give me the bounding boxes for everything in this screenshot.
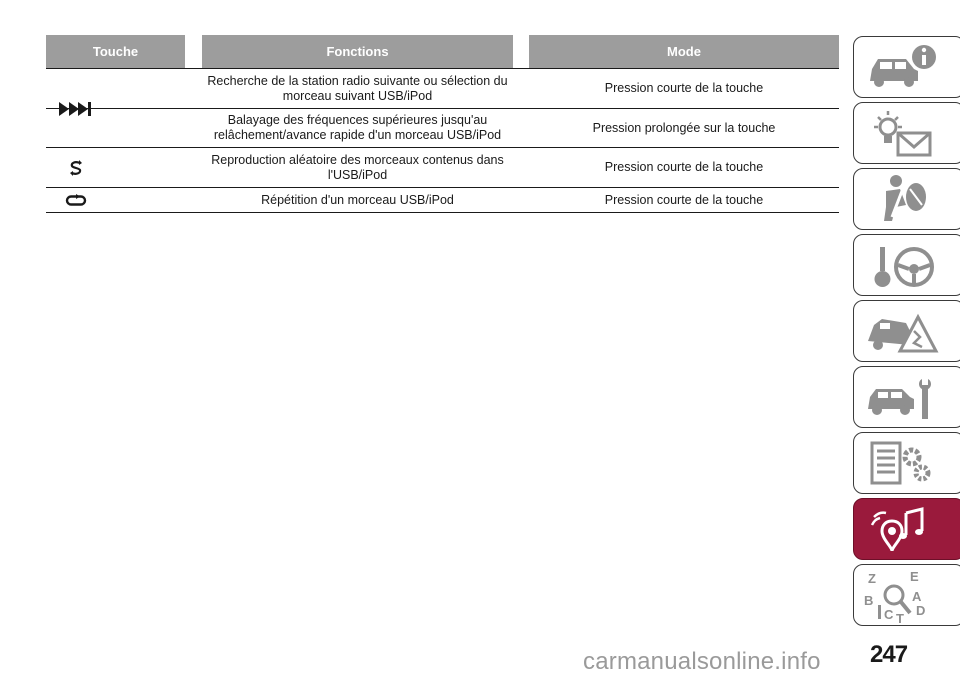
car-wrench-icon (862, 371, 942, 425)
page-number: 247 (870, 641, 908, 668)
key-steering-wheel-icon (862, 239, 942, 293)
watermark: carmanualsonline.info (583, 648, 821, 675)
warning-light-message-icon (862, 107, 942, 161)
tab-safety[interactable] (853, 168, 960, 230)
table-row (46, 109, 839, 148)
shuffle-icon (46, 148, 106, 187)
mode-text: Pression courte de la touche (604, 160, 764, 174)
car-crash-warning-icon (862, 305, 942, 359)
mode-text: Pression courte de la touche (604, 192, 764, 207)
mode-text: Pression prolongée sur la touche (592, 120, 776, 135)
tab-technical-data[interactable] (853, 432, 960, 494)
table-row (46, 188, 839, 213)
table-header (46, 35, 839, 69)
fonction-cell (202, 148, 513, 187)
tab-warning-lights[interactable] (853, 102, 960, 164)
tab-car-info[interactable] (853, 36, 960, 98)
svg-text:Z: Z (868, 571, 876, 586)
svg-text:B: B (864, 593, 874, 608)
fonction-text: relâchement/avance rapide d'un morceau USB/iPod (213, 128, 502, 142)
svg-text:A: A (912, 589, 922, 604)
repeat-icon (46, 188, 106, 212)
tab-starting-driving[interactable] (853, 234, 960, 296)
functions-table (46, 35, 839, 213)
svg-text:T: T (896, 611, 904, 623)
fonction-text: Répétition d'un morceau USB/iPod (261, 192, 454, 207)
header-mode: Mode (529, 35, 839, 68)
tab-maintenance[interactable] (853, 366, 960, 428)
tab-emergency[interactable] (853, 300, 960, 362)
fonction-text: Recherche de la station radio suivante ou sélection du (207, 73, 508, 88)
multimedia-music-icon (862, 503, 942, 557)
table-row (46, 148, 839, 188)
tab-index[interactable] (853, 564, 960, 626)
checklist-gears-icon (862, 437, 942, 491)
header-touche: Touche (46, 35, 185, 68)
airbag-seat-icon (862, 173, 942, 227)
fonction-text: Reproduction aléatoire des morceaux contenus dans (211, 152, 504, 167)
table-row (46, 69, 839, 109)
fonction-text: Balayage des fréquences supérieures jusqu'au (227, 113, 488, 127)
fonction-cell (202, 69, 513, 108)
svg-text:D: D (916, 603, 926, 618)
car-info-icon (862, 41, 942, 95)
alphabetical-index-icon (862, 569, 942, 623)
fonction-text: morceau suivant USB/iPod (282, 88, 433, 103)
header-fonctions: Fonctions (202, 35, 513, 68)
fonction-cell (202, 109, 513, 147)
mode-text: Pression courte de la touche (604, 81, 764, 95)
svg-text:C: C (884, 607, 894, 622)
svg-text:E: E (910, 569, 919, 584)
tab-multimedia[interactable] (853, 498, 960, 560)
fonction-text: l'USB/iPod (327, 167, 388, 182)
